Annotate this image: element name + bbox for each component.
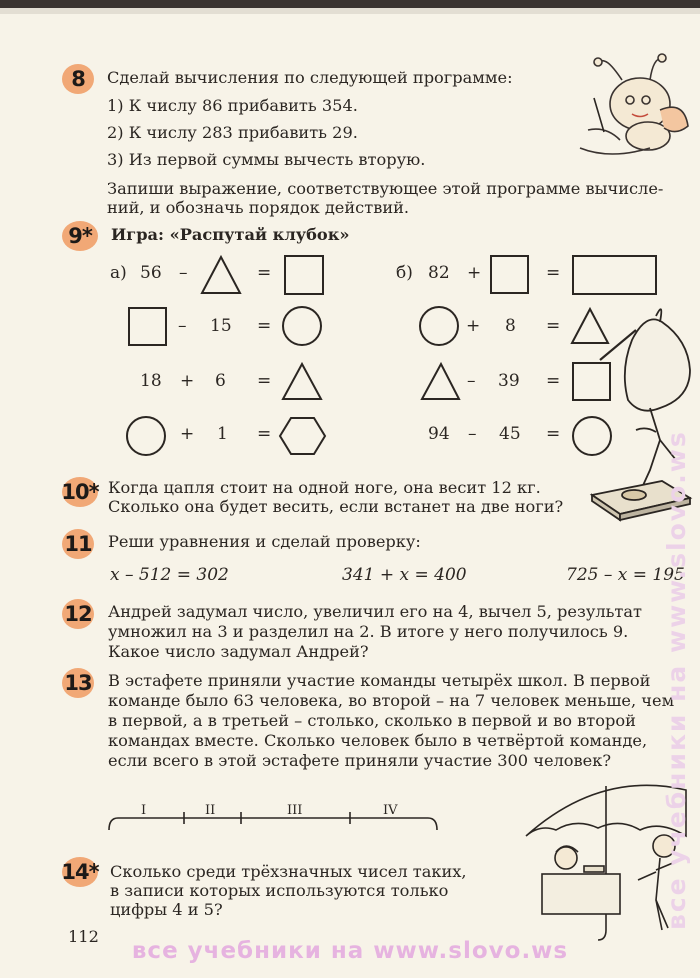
task-14-line-0: Сколько среди трёхзначных чисел таких,: [110, 862, 467, 881]
task-9a-r3-op: +: [180, 371, 195, 391]
task-9a-r2-eq: =: [257, 316, 272, 336]
segment-label-4: IV: [383, 803, 398, 818]
task-9b-r2-n: 8: [505, 316, 516, 336]
task-8-instruction-0: Запиши выражение, соответствующее этой программе вычисле-: [107, 179, 664, 198]
task-12-number: 12: [62, 599, 94, 629]
task-13-line-3: командах вместе. Сколько человек было в четвёртой команде,: [108, 731, 648, 750]
square-shape: [491, 256, 528, 293]
segment-label-3: III: [287, 803, 303, 818]
task-10-number: 10*: [62, 477, 98, 507]
task-14-line-1: в записи которых используются только: [110, 881, 449, 900]
task-12-line-2: Какое число задумал Андрей?: [108, 642, 369, 661]
task-9b-r4-eq: =: [546, 424, 561, 444]
task-9b-r4-n2: 45: [499, 424, 521, 444]
task-9a-r3-n1: 18: [140, 371, 162, 391]
task-9b-r4-op: –: [468, 424, 477, 444]
task-14-number: 14*: [62, 857, 98, 887]
circle-shape: [573, 417, 611, 455]
task-11-equation-3: 725 – x = 195: [566, 565, 685, 585]
watermark-bottom: все учебники на www.slovo.ws: [131, 938, 569, 964]
task-9a-r1-eq: =: [257, 263, 272, 283]
square-shape: [573, 363, 610, 400]
task-9a-label: а): [110, 263, 127, 283]
rectangle-shape: [573, 256, 656, 294]
task-9b-r4-n1: 94: [428, 424, 450, 444]
square-shape: [129, 308, 166, 345]
circle-shape: [420, 307, 458, 345]
task-13-line-4: если всего в этой эстафете приняли участие 300 человек?: [108, 751, 612, 770]
task-9b-label: б): [396, 263, 413, 283]
task-9b-r1-eq: =: [546, 263, 561, 283]
task-12-line-0: Андрей задумал число, увеличил его на 4, вычел 5, результат: [108, 602, 642, 621]
triangle-shape: [572, 309, 608, 343]
task-9b-r2-op: +: [466, 316, 481, 336]
task-8-instruction-1: ний, и обозначь порядок действий.: [107, 198, 410, 217]
task-9b-r3-eq: =: [546, 371, 561, 391]
task-13-line-0: В эстафете приняли участие команды четырёх школ. В первой: [108, 671, 651, 690]
task-13-line-1: команде было 63 человека, во второй – на 7 человек меньше, чем: [108, 691, 675, 710]
task-9a-r1-op: –: [179, 263, 188, 283]
task-8-number: 8: [62, 64, 94, 94]
task-11-line: Реши уравнения и сделай проверку:: [108, 532, 421, 551]
task-11-equation-2: 341 + x = 400: [342, 565, 467, 585]
segment-label-1: I: [141, 803, 147, 818]
task-13-line-2: в первой, а в третьей – столько, сколько в первой и во второй: [108, 711, 636, 730]
task-9a-r3-n2: 6: [215, 371, 226, 391]
task-9a-r4-n: 1: [217, 424, 228, 444]
task-9a-r2-op: –: [178, 316, 187, 336]
hexagon-shape: [280, 418, 325, 454]
task-9a-r3-eq: =: [257, 371, 272, 391]
task-9-number: 9*: [62, 221, 98, 251]
circle-shape: [283, 307, 321, 345]
task-14-line-2: цифры 4 и 5?: [110, 900, 223, 919]
task-9b-r3-n: 39: [498, 371, 520, 391]
task-8-line-1: 1) К числу 86 прибавить 354.: [107, 96, 358, 115]
task-9a-r1-n1: 56: [140, 263, 162, 283]
task-8-line-3: 3) Из первой суммы вычесть вторую.: [107, 150, 426, 169]
circle-shape: [127, 417, 165, 455]
task-9b-r2-eq: =: [546, 316, 561, 336]
task-9b-r1-n1: 82: [428, 263, 450, 283]
task-8-line-2: 2) К числу 283 прибавить 29.: [107, 123, 358, 142]
task-10-line-0: Когда цапля стоит на одной ноге, она весит 12 кг.: [108, 478, 541, 497]
page-number: 112: [68, 927, 99, 946]
task-8-line-0: Сделай вычисления по следующей программе:: [107, 68, 513, 87]
task-11-number: 11: [62, 529, 94, 559]
task-10-line-1: Сколько она будет весить, если встанет на две ноги?: [108, 497, 564, 516]
task-9b-r3-op: –: [467, 371, 476, 391]
triangle-shape: [283, 364, 321, 399]
watermark-side: все учебники на www.slovo.ws: [662, 430, 691, 930]
task-9a-r2-n: 15: [210, 316, 232, 336]
task-9a-r4-op: +: [180, 424, 195, 444]
task-9-title: Игра: «Распутай клубок»: [111, 225, 350, 244]
task-12-line-1: умножил на 3 и разделил на 2. В итоге у него получилось 9.: [108, 622, 629, 641]
task-11-equation-1: x – 512 = 302: [110, 565, 229, 585]
triangle-shape: [202, 257, 240, 293]
task-13-number: 13: [62, 668, 94, 698]
task-9a-r4-eq: =: [257, 424, 272, 444]
segment-label-2: II: [205, 803, 216, 818]
task-9b-r1-op: +: [467, 263, 482, 283]
triangle-shape: [422, 364, 459, 399]
square-shape: [285, 256, 323, 294]
